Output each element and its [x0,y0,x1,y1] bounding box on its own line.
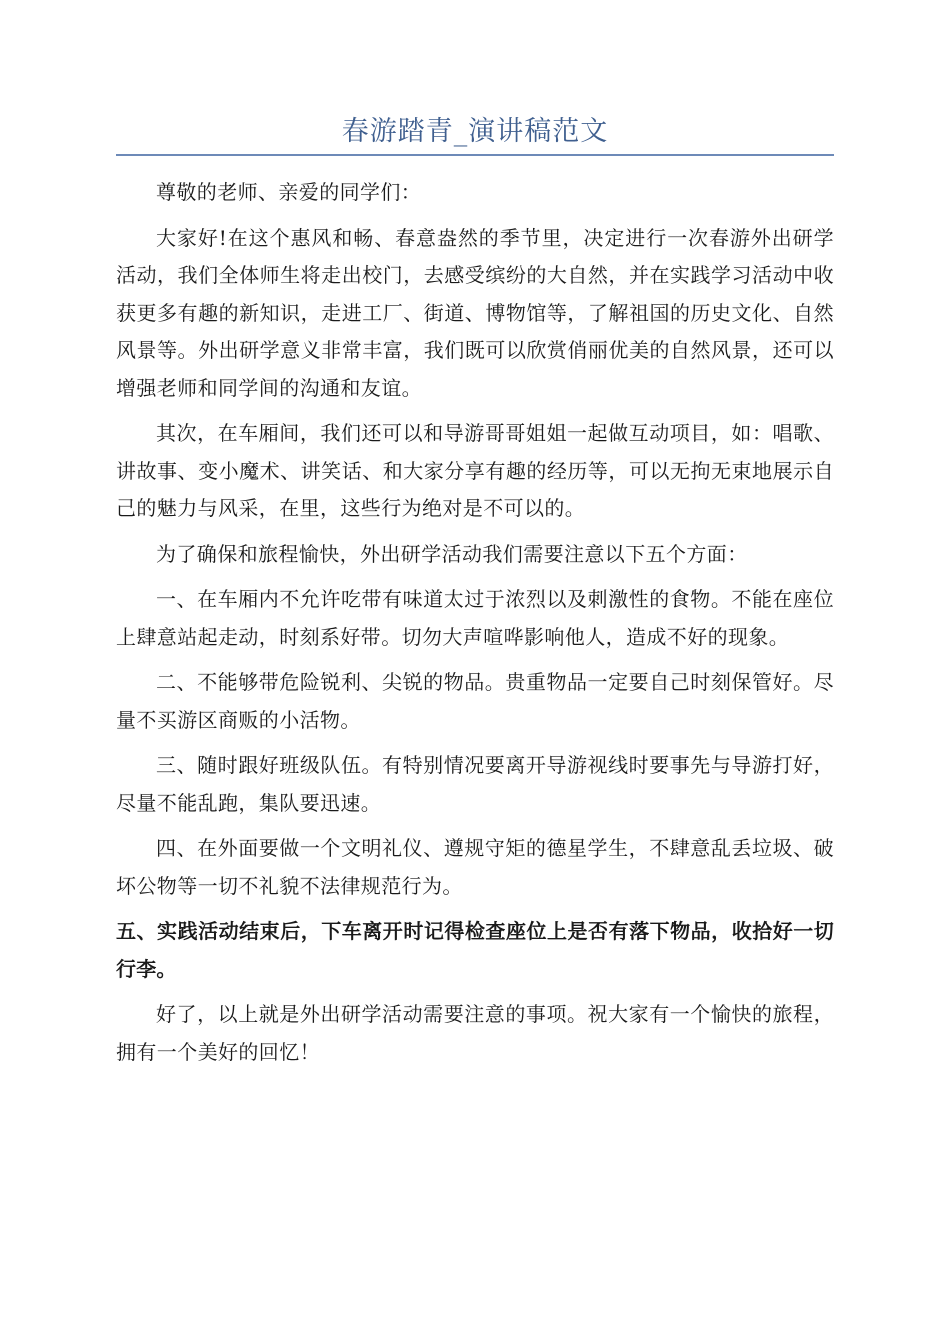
rule-one-paragraph: 一、在车厢内不允许吃带有味道太过于浓烈以及刺激性的食物。不能在座位上肆意站起走动，时刻系好带。切勿大声喧哗影响他人，造成不好的现象。 [116,587,834,649]
activity-paragraph: 其次，在车厢间，我们还可以和导游哥哥姐姐一起做互动项目，如：唱歌、讲故事、变小魔术、讲笑话、和大家分享有趣的经历等，可以无拘无束地展示自己的魅力与风采，在里，这些行为绝对是不可以的。 [116,421,834,520]
title-underline [116,154,834,156]
rule-two-paragraph: 二、不能够带危险锐利、尖锐的物品。贵重物品一定要自己时刻保管好。尽量不买游区商贩的小活物。 [116,670,834,732]
notice-intro-paragraph: 为了确保和旅程愉快，外出研学活动我们需要注意以下五个方面： [156,541,748,566]
document-title: 春游踏青_演讲稿范文 [341,116,609,147]
rule-four-paragraph: 四、在外面要做一个文明礼仪、遵规守矩的德星学生，不肆意乱丢垃圾、破坏公物等一切不礼貌不法律规范行为。 [116,836,834,898]
intro-paragraph: 大家好!在这个惠风和畅、春意盎然的季节里，决定进行一次春游外出研学活动，我们全体师生将走出校门，去感受缤纷的大自然，并在实践学习活动中收获更多有趣的新知识，走进工厂、街道、博物馆等，了解祖国的历史文化、自然风景等。外出研学意义非常丰富，我们既可以欣赏俏丽优美的自然风景，还可以增强老师和同学间的沟通和友谊。 [116,225,834,400]
closing-paragraph: 好了，以上就是外出研学活动需要注意的事项。祝大家有一个愉快的旅程，拥有一个美好的回忆！ [116,1002,834,1064]
greeting-paragraph: 尊敬的老师、亲爱的同学们： [156,180,422,204]
rule-five-paragraph: 五、实践活动结束后，下车离开时记得检查座位上是否有落下物品，收拾好一切行李。 [116,919,834,981]
rule-three-paragraph: 三、随时跟好班级队伍。有特别情况要离开导游视线时要事先与导游打好，尽量不能乱跑，集队要迅速。 [116,753,834,815]
document-body [116,174,834,1079]
